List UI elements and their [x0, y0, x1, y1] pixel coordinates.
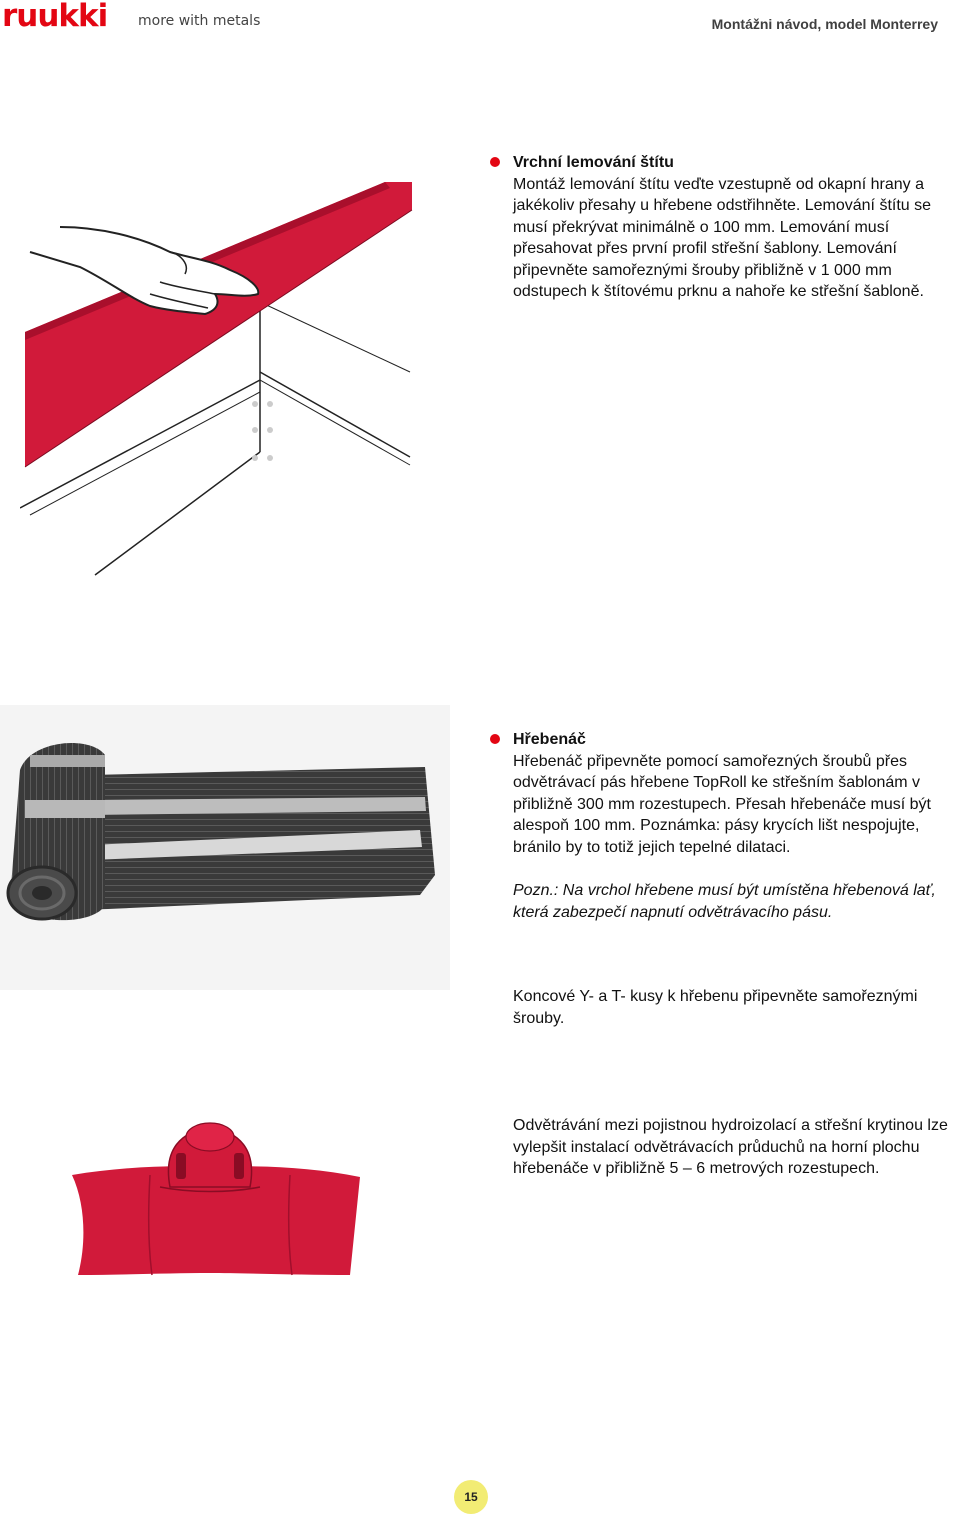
section-ridge-cap: [490, 729, 960, 923]
ruukki-logo: [2, 0, 132, 32]
document-title: Montážni návod, model Monterrey: [711, 16, 938, 32]
section-body: Hřebenáč připevněte pomocí samořezných šroubů přes odvětrávací pás hřebene TopRoll ke střešním šablonám v přibližně 300 mm rozestupech. Přesah hřebenáče musí být alespoň 100 mm. Poznámka: pásy krycích lišt nespojujte, bránilo by to totiž jejich tepelné dilataci.: [513, 752, 931, 856]
section-body: Koncové Y- a T- kusy k hřebenu připevněte samořeznými šrouby.: [513, 988, 918, 1027]
ridge-vent-roll-photo: [0, 705, 450, 990]
page-number: 15: [454, 1480, 488, 1514]
section-heading: Hřebenáč: [490, 729, 960, 751]
section-ventilation: [490, 1115, 960, 1180]
section-heading: Vrchní lemování štítu: [490, 152, 960, 174]
section-body: Odvětrávání mezi pojistnou hydroizolací a střešní krytinou lze vylepšit instalací odvětrávacích průduchů na horní plochu hřebenáče v přibližně 5 – 6 metrových rozestupech.: [513, 1117, 948, 1177]
svg-text:ruukki: ruukki: [2, 0, 108, 32]
tagline: more with metals: [138, 13, 261, 29]
section-gable-flashing: [490, 152, 960, 303]
section-end-pieces: [490, 986, 960, 1029]
section-note: Pozn.: Na vrchol hřebene musí být umístěna hřebenová lať, která zabezpečí napnutí odvětrávacího pásu.: [513, 882, 936, 921]
section-body: Montáž lemování štítu veďte vzestupně od okapní hrany a jakékoliv přesahy u hřebene odstřihněte. Lemování štítu se musí překrývat minimálně o 100 mm. Lemování musí přesahovat přes první profil střešní šablony. Lemování připevněte samořeznými šrouby přibližně v 1 000 mm odstupech k štítovému prknu a nahoře ke střešní šabloně.: [513, 175, 932, 300]
gable-flashing-illustration: [20, 182, 415, 577]
t-piece-vent-illustration: [60, 1115, 370, 1280]
